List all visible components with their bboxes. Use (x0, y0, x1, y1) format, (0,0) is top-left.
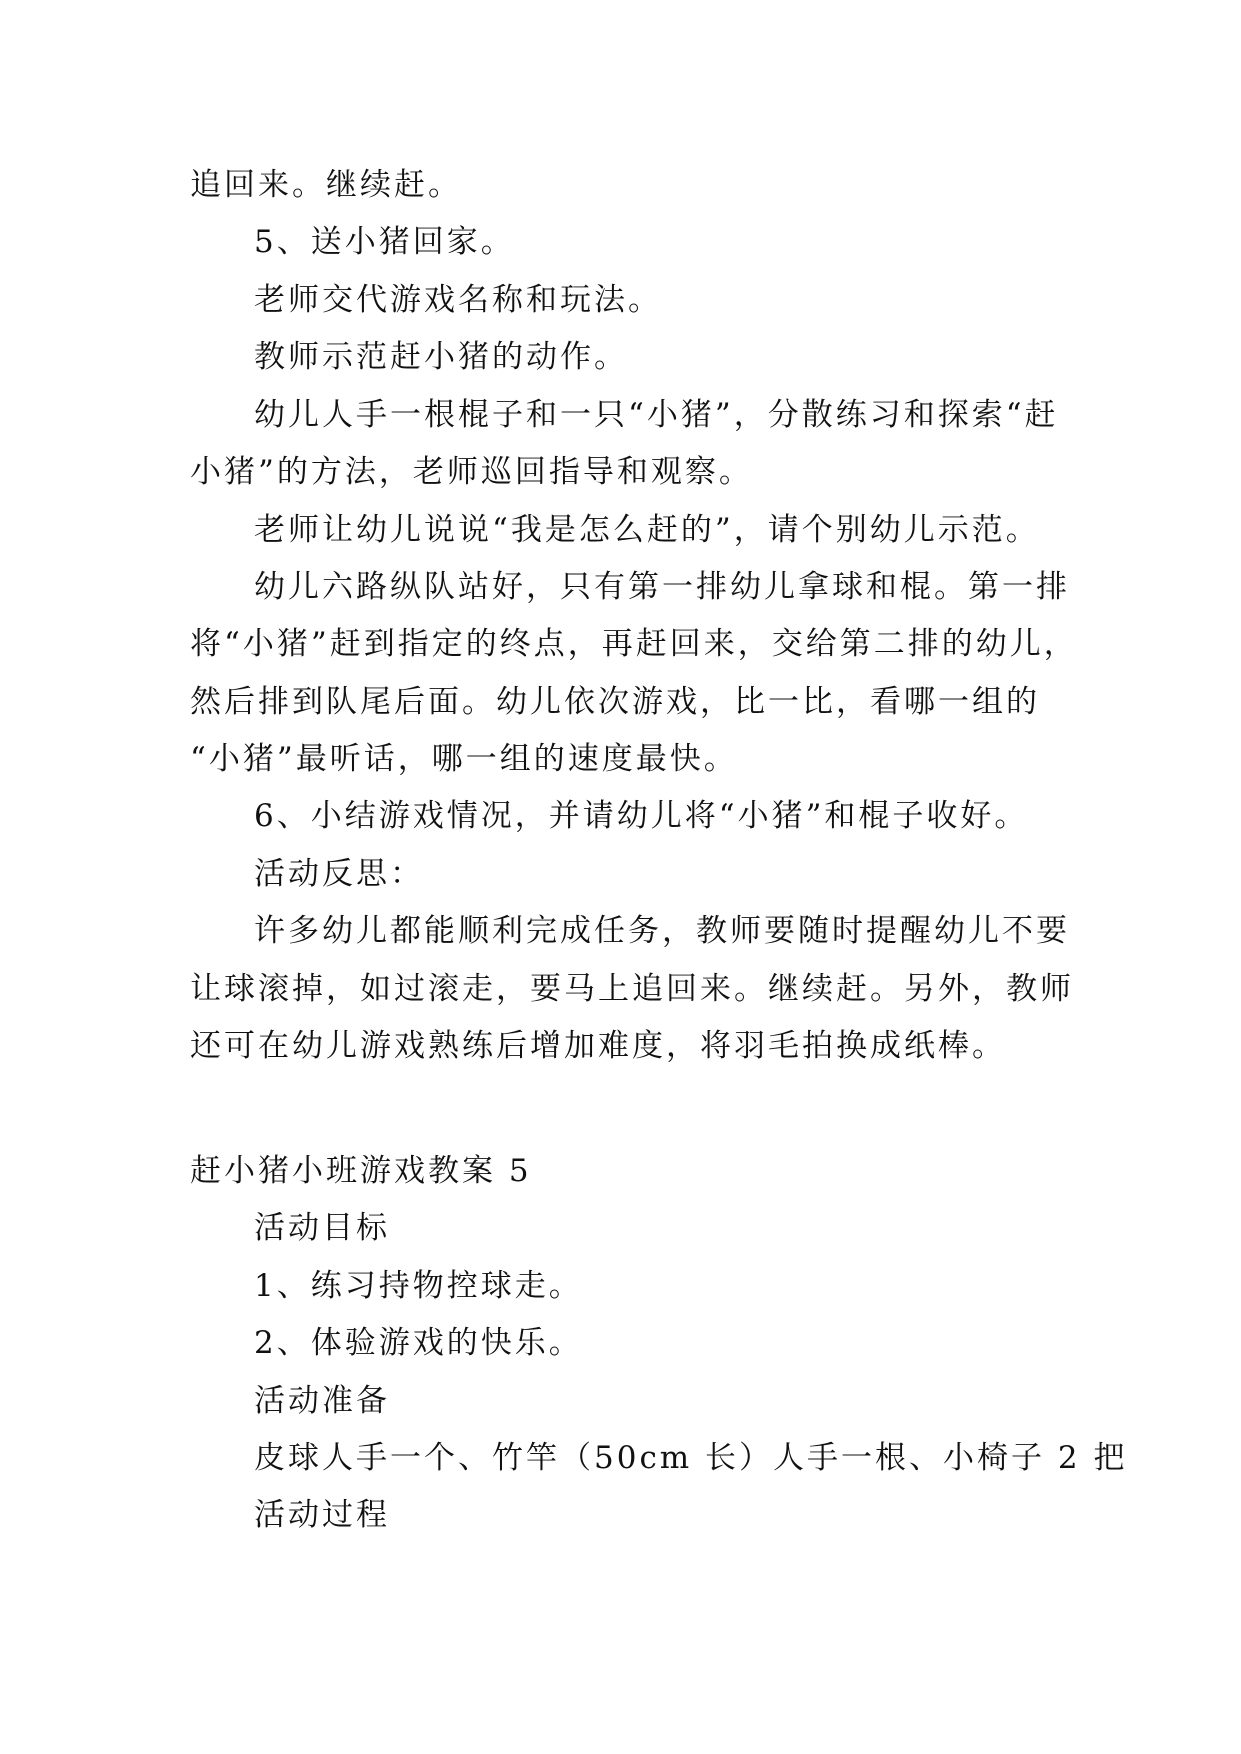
text-line-8: 幼儿六路纵队站好，只有第一排幼儿拿球和棍。第一排 (254, 569, 1070, 605)
text-line-11: “小猪”最听话，哪一组的速度最快。 (190, 741, 738, 777)
section-line-1: 活动目标 (254, 1210, 390, 1246)
text-line-10: 然后排到队尾后面。幼儿依次游戏，比一比，看哪一组的 (190, 684, 1040, 720)
text-line-1: 追回来。继续赶。 (190, 167, 462, 203)
text-line-13: 活动反思： (254, 856, 424, 892)
section-line-4: 活动准备 (254, 1383, 390, 1419)
text-line-14: 许多幼儿都能顺利完成任务，教师要随时提醒幼儿不要 (254, 913, 1070, 949)
text-line-15: 让球滚掉，如过滚走，要马上追回来。继续赶。另外，教师 (190, 971, 1074, 1007)
text-line-3: 老师交代游戏名称和玩法。 (254, 282, 662, 318)
text-line-2: 5、送小猪回家。 (254, 224, 515, 260)
section-line-5: 皮球人手一个、竹竿（50cm 长）人手一根、小椅子 2 把 (254, 1440, 1128, 1476)
text-line-9: 将“小猪”赶到指定的终点，再赶回来，交给第二排的幼儿， (190, 626, 1078, 662)
text-line-6: 小猪”的方法，老师巡回指导和观察。 (190, 454, 753, 490)
section-line-6: 活动过程 (254, 1497, 390, 1533)
section-line-2: 1、练习持物控球走。 (254, 1268, 583, 1304)
text-line-5: 幼儿人手一根棍子和一只“小猪”，分散练习和探索“赶 (254, 397, 1059, 433)
text-line-16: 还可在幼儿游戏熟练后增加难度，将羽毛拍换成纸棒。 (190, 1028, 1006, 1064)
section-line-3: 2、体验游戏的快乐。 (254, 1325, 583, 1361)
text-line-7: 老师让幼儿说说“我是怎么赶的”，请个别幼儿示范。 (254, 512, 1040, 548)
text-line-4: 教师示范赶小猪的动作。 (254, 339, 628, 375)
text-line-12: 6、小结游戏情况，并请幼儿将“小猪”和棍子收好。 (254, 798, 1029, 834)
section-heading: 赶小猪小班游戏教案 5 (190, 1153, 532, 1189)
